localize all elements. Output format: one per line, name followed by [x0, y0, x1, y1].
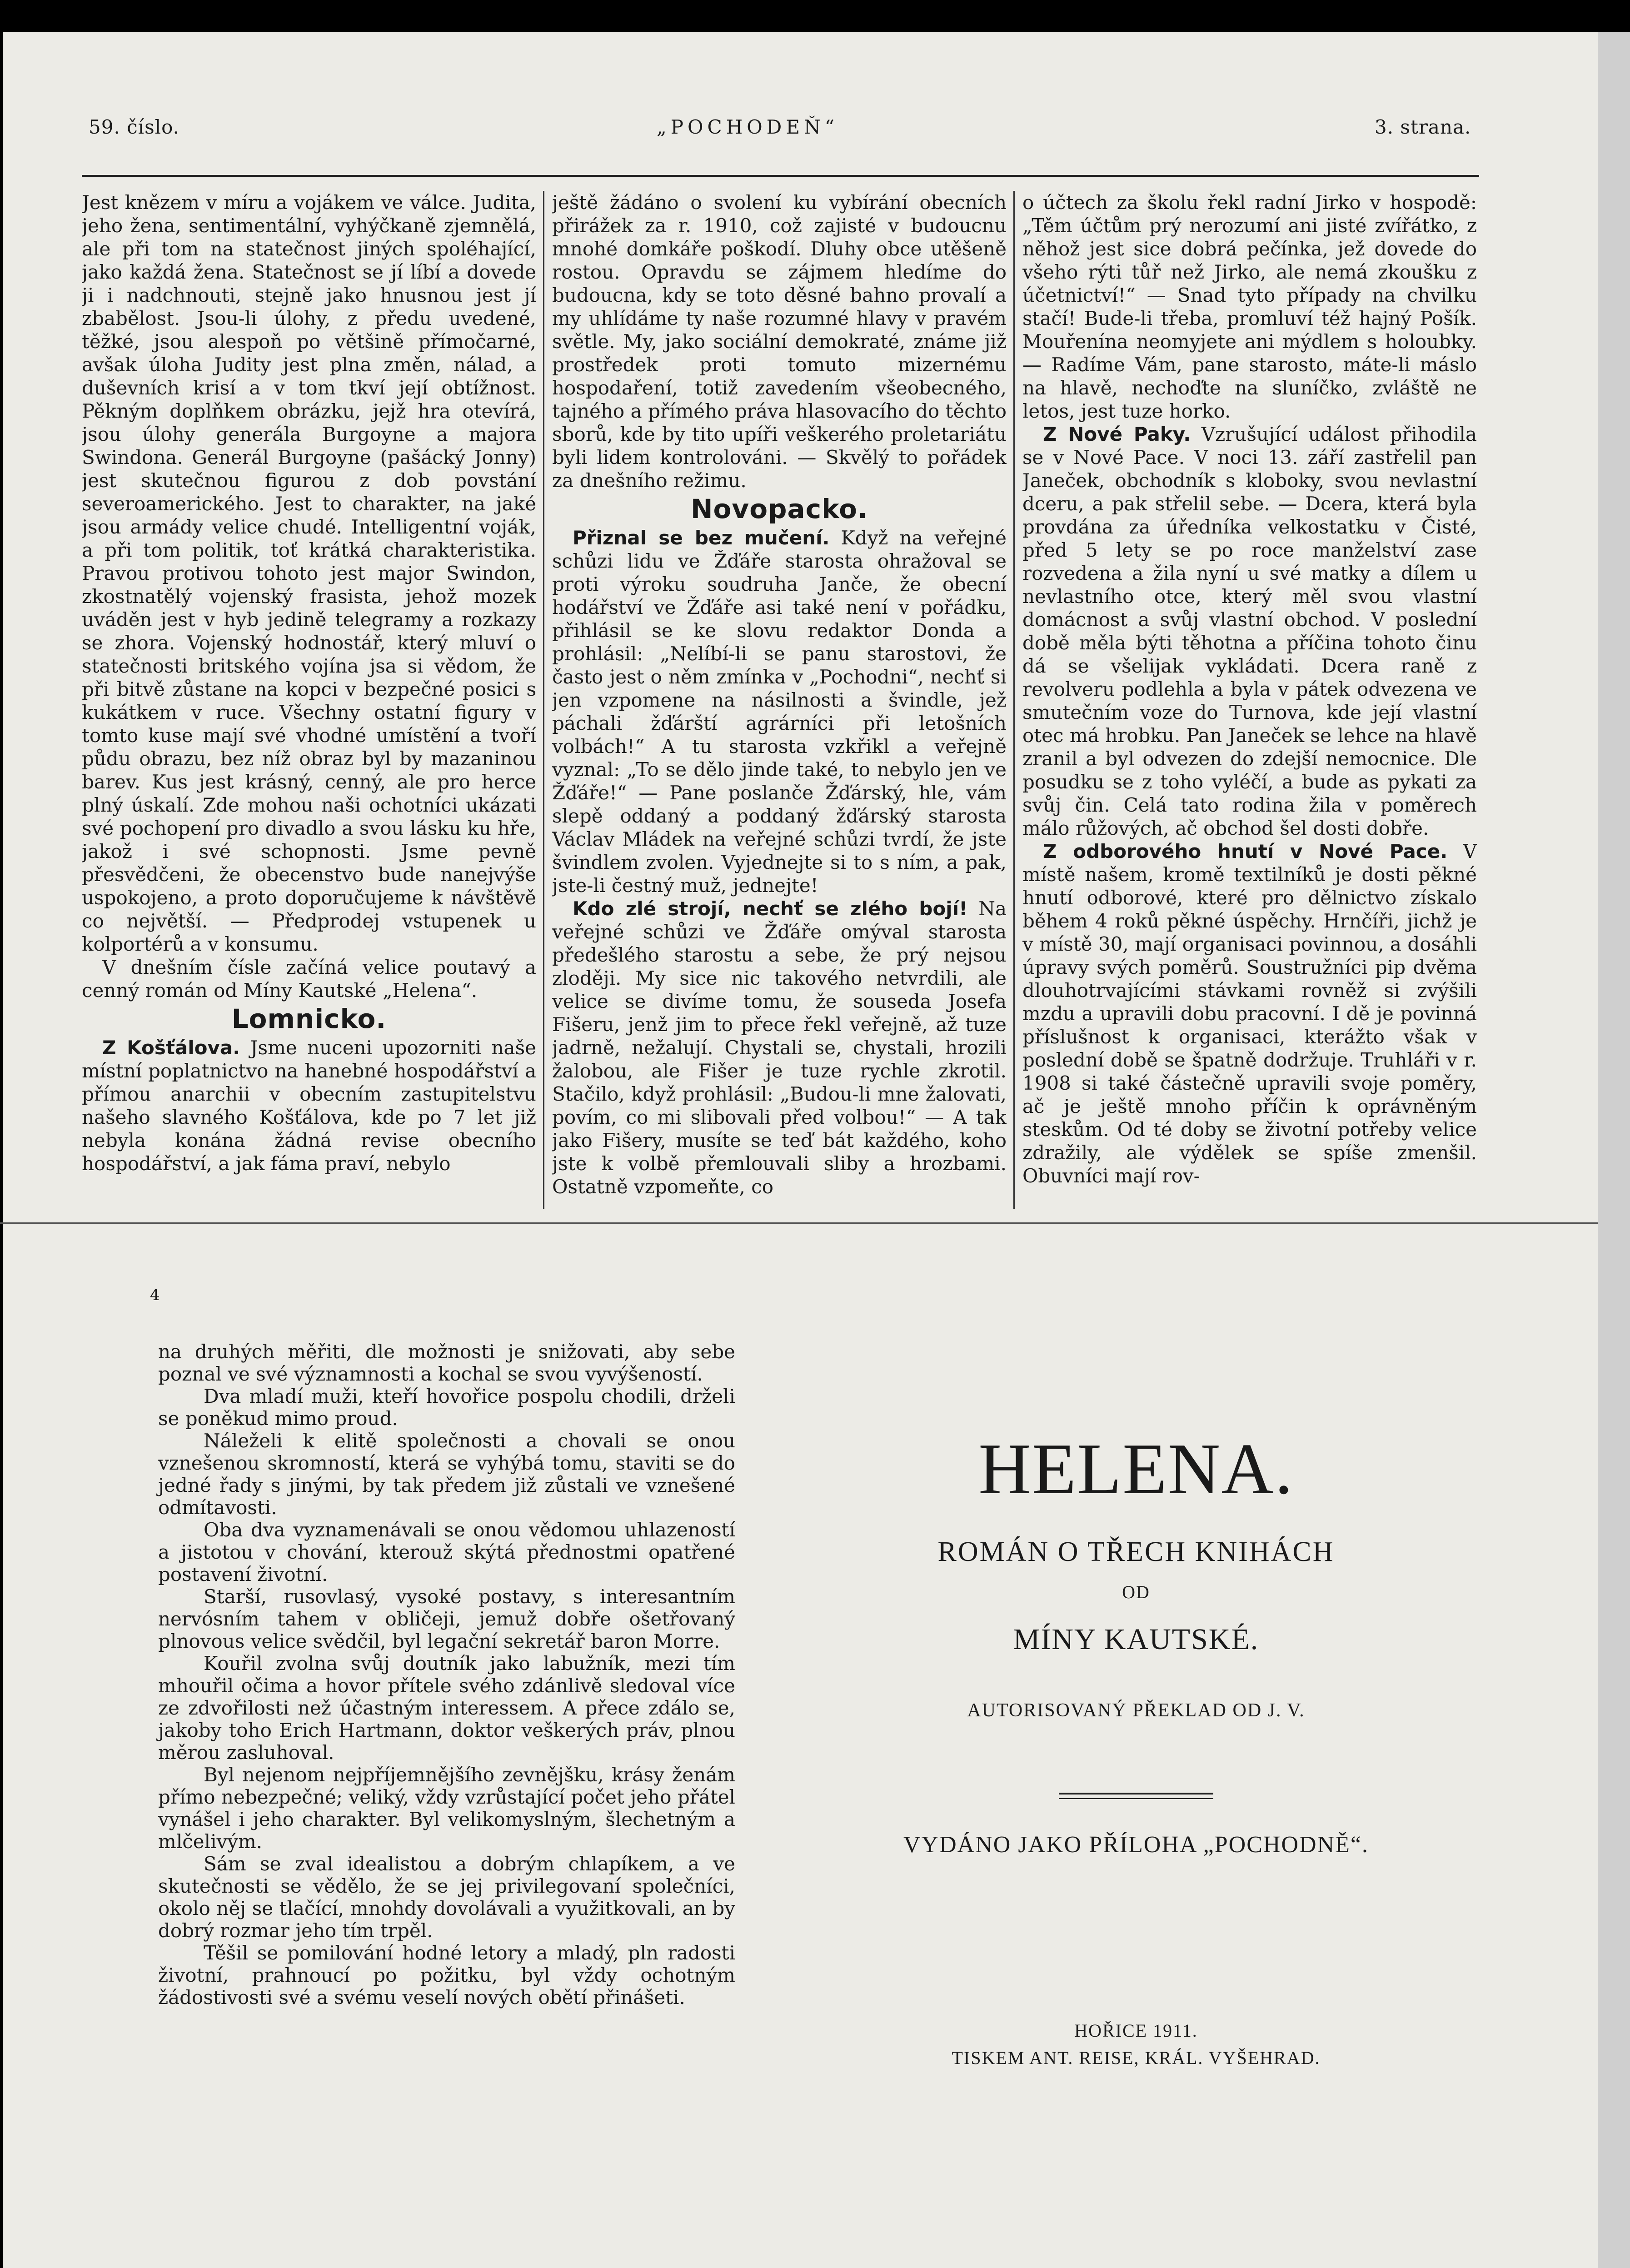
novel-paragraph: Starší, rusovlasý, vysoké postavy, s interesantním nervósním tahem v obličeji, jemuž dobře ošetřovaný plnovous velice svědčil, byl legační sekretář baron Morre.	[158, 1585, 735, 1652]
novel-paragraph: Dva mladí muži, kteří hovořice pospolu chodili, drželi se poněkud mimo proud.	[158, 1385, 735, 1430]
novel-paragraph: Kouřil zvolna svůj doutník jako labužník, mezi tím mhouřil očima a hovor přítele svého zdánlivě sledoval více ze zdvořilosti než účastným interessem. A přece zdálo se, jakoby toho Erich Hartmann, doktor veškerých práv, plnou měrou zasluhoval.	[158, 1652, 735, 1764]
title-rule	[1059, 1793, 1213, 1794]
article-lead: Kdo zlé strojí, nechť se zlého bojí!	[573, 897, 968, 920]
announcement: V dnešním čísle začíná velice poutavý a cenný román od Míny Kautské „Helena“.	[82, 956, 536, 1002]
section-heading-novopacko: Novopacko.	[691, 493, 868, 524]
article-paragraph: Kdo zlé strojí, nechť se zlého bojí! Na veřejné schůzi ve Žďáře omýval starosta předešlého starostu a sebe, že prý nejsou zloději. My sice nic takového netvrdili, ale velice se divíme tomu, že souseda Josefa Fišeru, jenž jim to přece řekl veřejně, až tuze jadrně, nežalují. Chystali se, chystali, hrozili žalobou, ale Fišer je tuze rychle zkrotil. Stačilo, když prohlásil: „Budou-li mne žalovati, povím, co mi slibovali před volbou!“ — A tak jako Fišery, musíte se teď bát každého, koho jste k volbě přemlouvali sliby a hrozbami. Ostatně vzpomeňte, co	[552, 897, 1007, 1198]
column-divider	[1013, 191, 1015, 1209]
fold-line	[0, 1222, 1598, 1224]
column-1	[82, 191, 536, 1206]
column-2	[552, 191, 1007, 1206]
article-lead: Z Košťálova.	[102, 1037, 240, 1059]
article-paragraph: Přiznal se bez mučení. Když na veřejné schůzi lidu ve Žďáře starosta ohražoval se proti výroku soudruha Jančе, že obecní hodářství ve Žďáře asi také není v pořádku, přihlásil se ke slovu redaktor Donda a prohlásil: „Nelíbí-li se panu starostovi, že často jest o něm zmínka v „Pochodni“, nechť si jen vzpomene na násilnosti a švindle, jež páchali žďárští agrárníci při letošních volbách!“ A tu starosta vzkřikl a veřejně vyznal: „To se dělo jinde také, to nebylo jen ve Žďáře!“ — Pane poslanče Žďárský, hle, vám slepě oddaný a poddaný žďárský starosta Václav Mládek na veřejné schůzi tvrdí, že jste švindlem zvolen. Vyjednejte si to s ním, a pak, jste-li čestný muž, jednejte!	[552, 527, 1007, 897]
article-paragraph: Z Nové Paky. Vzrušující událost přihodila se v Nové Pace. V noci 13. září zastřelil pan Janeček, obchodník s kloboky, svou nevlastní dceru, a pak střelil sebe. — Dcera, která byla provdána za úředníka velkostatku v Čisté, před 5 lety se po roce manželství zase rozvedena a žila nyní u své matky a dílem u nevlastního otce, který měl svou vlastní domácnost a svůj vlastní obchod. V poslední době měla býti těhotna a příčina tohoto činu dá se všelijak vykládati. Dcera raně z revolveru podlehla a byla v pátek odvezena ve smutečním voze do Turnova, kde její vlastní otec má hrobku. Pan Janeček se lehce na hlavě zranil a byl odvezen do zdejší nemocnice. Dle posudku se z toho vyléčí, a bude as pykati za svůj čin. Celá tato rodina žila v poměrech málo růžových, ač obchod šel dosti dobře.	[1022, 423, 1477, 839]
novel-text	[158, 1341, 735, 2009]
article-paragraph: ještě žádáno o svolení ku vybírání obecních přirážek za r. 1910, což zajisté v budoucnu mnohé domkáře poškodí. Dluhy obce utěšeně rostou. Opravdu se zájmem hledíme do budoucna, kdy se toto děsné bahno provalí a my uhlídáme ty naše rozumné hlavy v pravém světle. My, jako sociální demokraté, známe již prostředek proti tomuto mizernému hospodaření, totiž zavedením všeobecného, tajného a přímého práva hlasovacího do těchto sborů, kde by tito upíři veškerého proletariátu byli lidem kontrolováni. — Skvělý to pořádek za dnešního režimu.	[552, 191, 1007, 492]
column-divider	[543, 191, 544, 1209]
section-heading-lomnicko: Lomnicko.	[231, 1003, 387, 1034]
novel-paragraph: Sám se zval idealistou a dobrým chlapíkem, a ve skutečnosti se vědělo, že se jej privilegovaní společníci, okolo něj se tlačící, mnohdy dovolávali a využitkovali, an by dobrý rozmar jeho tím trpěl.	[158, 1853, 735, 1942]
novel-author: MÍNY KAUTSKÉ.	[1013, 1623, 1259, 1656]
header-rule	[82, 175, 1479, 177]
novel-paragraph: Oba dva vyznamenávali se onou vědomou uhlazeností a jistotou v chování, kterouž skýtá přednostmi opatřené postavení životní.	[158, 1519, 735, 1585]
title-rule-thin	[1059, 1798, 1213, 1799]
novel-paragraph: Těšil se pomilování hodné letory a mladý, pln radosti životní, prahnoucí po požitku, byl vždy ochotným žádostivosti své a svému veselí nových obětí přinášeti.	[158, 1942, 735, 2009]
column-3	[1022, 191, 1477, 1206]
article-paragraph: Jest knězem v míru a vojákem ve válce. Judita, jeho žena, sentimentální, vyhýčkaně zjemnělá, ale při tom na statečnost jiných spoléhající, jako každá žena. Statečnost se jí líbí a dovede ji i nadchnouti, stejně jako hnusnou jest jí zbabělost. Jsou-li úlohy, z předu uvedené, těžké, jsou alespoň po většině přímočarné, avšak úloha Judity jest plna změn, nálad, a duševních krisí a v tom tkví její obtížnost. Pěkným doplňkem obrázku, jejž hra otevírá, jsou úlohy generála Burgoyne a majora Swindona. Generál Burgoyne (pašácký Jonny) jest skutečnou figurou z dob povstání severoamerického. Jest to charakter, na jaké jsou armády velice chudé. Intelligentní voják, a při tom politik, toť krátká charakteristika. Pravou protivou tohoto jest major Swindon, zkostnatělý vojenský frasista, jehož mozek uváděn jest v hyb jedině telegramy a rozkazy se zhora. Vojenský hodnostář, který mluví o statečnosti britského vojína jsa si vědom, že při bitvě zůstane na kopci v bezpečné posici s kukátkem v ruce. Všechny ostatní figury v tomto kuse mají své vhodné umístění a tvoří půdu obrazu, bez níž obraz byl by mazaninou barev. Kus jest krásný, cenný, ale pro herce plný úskalí. Zde mohou naši ochotníci ukázati své pochopení pro divadlo a svou lásku ku hře, jakož i své schopnosti. Jsme pevně přesvědčeni, že obecenstvo bude nanejvýše uspokojeno, a proto doporučujeme k návštěvě co největší. — Předprodej vstupenek u kolportérů a v konsumu.	[82, 191, 536, 955]
novel-od: OD	[1122, 1582, 1150, 1602]
article-paragraph: Z odborového hnutí v Nové Pace. V místě našem, kromě textilníků je dosti pěkné hnutí odborové, které pro dělnictvo získalo během 4 roků pěkné úspěchy. Hrnčíři, jichž je v místě 30, mají organisaci povinnou, a dosáhli úpravy svých poměrů. Soustružníci pip dvěma dlouhotrvajícími stávkami rovněž si zvýšili mzdu a upravili dobu pracovní. I dě je povinná příslušnost k organisaci, kterážto však v poslední době se špatně dodržuje. Truhláři v r. 1908 si také částečně upravili svoje poměry, ač je ještě mnoho příčin k oprávněným steskům. Od té doby se životní potřeby velice zdražily, ale výdělek se spíše zmenšil. Obuvníci mají rov-	[1022, 840, 1477, 1187]
article-lead: Z Nové Paky.	[1043, 423, 1191, 445]
novel-subtitle: ROMÁN O TŘECH KNIHÁCH	[937, 1536, 1335, 1567]
page-edge	[1598, 32, 1630, 2268]
issue-number: 59. číslo.	[89, 116, 179, 138]
article-lead: Z odborového hnutí v Nové Pace.	[1043, 840, 1448, 862]
article-paragraph: o účtech za školu řekl radní Jirko v hospodě: „Těm účtům prý nerozumí ani jisté zvířátko, z něhož jest sice dobrá pečínka, jež dovede do všeho rýti tůř než Jirko, ale nemá zkoušku z účetnictví!“ — Snad tyto případy na chvilku stačí! Bude-li třeba, promluví též hajný Pošík. Mouřenína neomyjete ani mýdlem s holoubky. — Radíme Vám, pane starosto, máte-li máslo na hlavě, nechoďte na sluníčko, zvláště ne letos, jest tuze horko.	[1022, 191, 1477, 422]
novel-paragraph: na druhých měřiti, dle možnosti je snižovati, aby sebe poznal ve své významnosti a kochal se svou vyvýšeností.	[158, 1341, 735, 1385]
novel-paragraph: Náleželi k elitě společnosti a chovali se onou vznešenou skromností, která se vyhýbá tomu, staviti se do jedné řady s jinými, by tak předem již zůstali ve vznešené odmítavosti.	[158, 1430, 735, 1519]
supplement-note: VYDÁNO JAKO PŘÍLOHA „POCHODNĚ“.	[903, 1832, 1369, 1858]
supplement-page-number: 4	[150, 1286, 160, 1304]
imprint-printer: TISKEM ANT. REISE, KRÁL. VYŠEHRAD.	[952, 2048, 1321, 2068]
novel-title: HELENA.	[978, 1428, 1294, 1509]
novel-paragraph: Byl nejenom nejpříjemnějšího zevnějšku, krásy ženám přímo nebezpečné; veliký, vždy vzrůstající počet jeho přátel vynášel i jeho charakter. Byl velikomyslným, šlechetným a mlčelivým.	[158, 1764, 735, 1853]
translation-note: AUTORISOVANÝ PŘEKLAD OD J. V.	[967, 1700, 1305, 1721]
imprint-place: HOŘICE 1911.	[1074, 2020, 1198, 2041]
article-paragraph: Z Košťálova. Jsme nuceni upozorniti naše místní poplatnictvo na hanebné hospodářství a přímou anarchii v obecním zastupitelstvu našeho slavného Košťálova, kde po 7 let již nebyla konána žádná revise obecního hospodářství, a jak fáma praví, nebylo	[82, 1037, 536, 1175]
page-label: 3. strana.	[1375, 116, 1471, 138]
newspaper-title: „POCHODEŇ“	[657, 116, 839, 138]
article-lead: Přiznal se bez mučení.	[573, 527, 830, 549]
